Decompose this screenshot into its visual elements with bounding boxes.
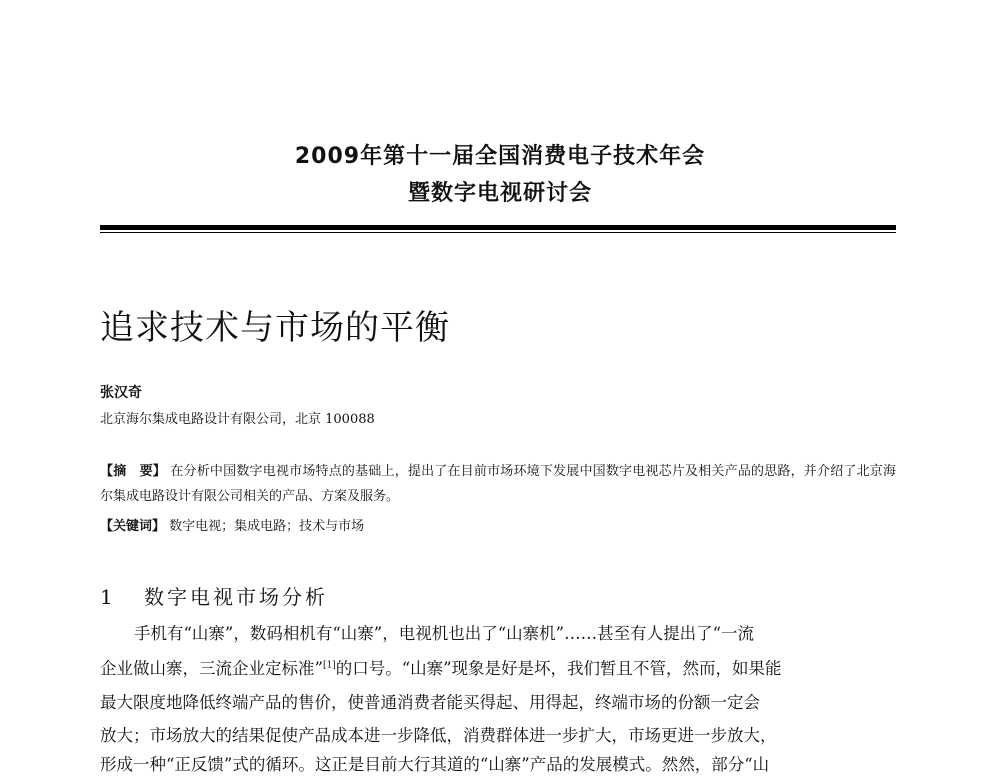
body-line: 手机有“山寨”，数码相机有“山寨”，电视机也出了“山寨机”……甚至有人提出了“一流 — [134, 624, 755, 643]
abstract-text: 在分析中国数字电视市场特点的基础上，提出了在目前市场环境下发展中国数字电视芯片及相关产品的思路，并介绍了北京海尔集成电路设计有限公司相关的产品、方案及服务。 — [100, 464, 896, 504]
header-rule-thin — [100, 232, 896, 233]
section-number: 1 — [100, 585, 113, 609]
section-title: 数字电视市场分析 — [144, 585, 328, 609]
body-line: 最大限度地降低终端产品的售价，使普通消费者能买得起、用得起，终端市场的份额一定会 — [100, 693, 760, 712]
body-line — [100, 656, 896, 682]
conference-title: 2009年第十一届全国消费电子技术年会 — [294, 144, 706, 169]
body-line: 形成一种“正反馈”式的循环。这正是目前大行其道的“山寨”产品的发展模式。然然，部分“山 — [100, 755, 770, 774]
paper-title: 追求技术与市场的平衡 — [100, 308, 450, 348]
keywords-label: 【关键词】 — [100, 519, 166, 534]
citation-ref: [1] — [322, 660, 336, 671]
conference-subtitle: 暨数字电视研讨会 — [407, 181, 592, 206]
author-affiliation: 北京海尔集成电路设计有限公司，北京 100088 — [100, 412, 375, 427]
keywords-text: 数字电视；集成电路；技术与市场 — [169, 519, 365, 534]
author-name: 张汉奇 — [100, 385, 142, 401]
body-line: 放大；市场放大的结果促使产品成本进一步降低，消费群体进一步扩大，市场更进一步放大， — [100, 726, 777, 745]
keywords — [100, 517, 896, 537]
body-text: 企业做山寨，三流企业定标准” — [100, 659, 323, 678]
abstract-label: 【摘 要】 — [100, 464, 166, 479]
abstract — [100, 459, 896, 509]
body-text: 的口号。“山寨”现象是好是坏，我们暂且不管，然而，如果能 — [335, 659, 782, 678]
header-rule-thick — [100, 225, 896, 230]
